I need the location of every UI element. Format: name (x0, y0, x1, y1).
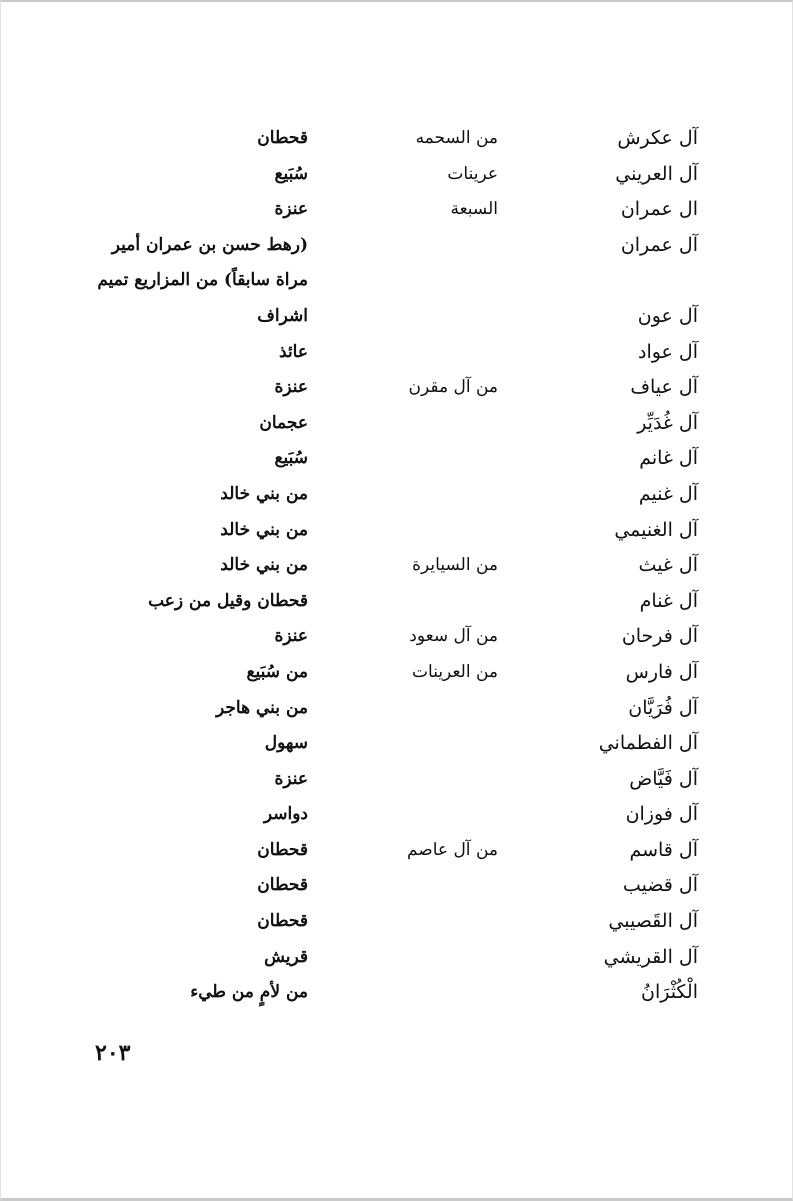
entry-name: آل فَيَّاض (629, 767, 698, 790)
page-number: ٢٠٣ (95, 1040, 131, 1066)
list-item (0, 690, 793, 726)
list-item (0, 262, 793, 298)
entry-name: آل فرحان (621, 625, 698, 648)
entry-name: آل عواد (637, 340, 698, 363)
list-item (0, 512, 793, 548)
entry-tribe: من بني خالد (220, 483, 308, 504)
entry-name: آل عياف (630, 376, 698, 399)
list-item (0, 867, 793, 903)
entry-name: آل فارس (625, 660, 698, 683)
entry-name: آل قاسم (629, 838, 698, 861)
entry-name: آل عكرش (617, 127, 698, 149)
entry-name: آل غانم (639, 447, 698, 470)
entry-tribe: من بني خالد (220, 555, 308, 576)
list-item (0, 120, 793, 156)
entry-origin: السبعة (450, 199, 498, 220)
entry-tribe: قحطان (257, 875, 308, 896)
entry-origin: من السيايرة (412, 555, 498, 576)
entry-tribe: دواسر (263, 804, 308, 825)
entry-tribe: سُبَيع (274, 448, 308, 469)
entry-name: ال عمران (620, 198, 698, 221)
entry-name: آل غنيم (638, 482, 698, 505)
entry-tribe: من سُبَيع (246, 661, 308, 682)
entry-name: آل فُرَيَّان (628, 696, 698, 719)
list-item (0, 583, 793, 619)
list-item (0, 903, 793, 939)
entry-tribe: عائذ (279, 341, 308, 362)
list-item (0, 440, 793, 476)
list-item (0, 227, 793, 263)
entry-tribe: سهول (264, 733, 308, 754)
entry-tribe: عنزة (274, 626, 308, 647)
list-item (0, 369, 793, 405)
entry-name: الْكُثْرَانُ (640, 981, 698, 1004)
entry-tribe: عنزة (274, 199, 308, 220)
entry-tribe: قحطان (257, 911, 308, 932)
entry-name: آل عون (637, 304, 698, 327)
entry-tribe: قحطان وقيل من زعب (148, 590, 308, 611)
entry-tribe: سُبَيع (274, 163, 308, 184)
entry-tribe: من بني خالد (220, 519, 308, 540)
list-item (0, 334, 793, 370)
entries-list (0, 120, 793, 1010)
list-item (0, 298, 793, 334)
entry-name: آل غيث (638, 554, 698, 577)
list-item (0, 725, 793, 761)
list-item (0, 832, 793, 868)
entry-name: آل عمران (620, 233, 698, 256)
entry-tribe: قريش (264, 946, 308, 967)
list-item (0, 761, 793, 797)
list-item (0, 654, 793, 690)
list-item (0, 405, 793, 441)
entry-origin: من السحمه (415, 128, 498, 148)
entry-tribe: عجمان (259, 412, 308, 433)
entry-origin: من آل عاصم (406, 839, 498, 860)
entry-tribe: عنزة (274, 377, 308, 398)
entry-name: آل قضيب (622, 874, 698, 897)
entry-name: آل غنام (639, 589, 698, 612)
entry-name: آل القريشي (603, 945, 698, 968)
entry-tribe: (رهط حسن بن عمران أمير (111, 234, 308, 255)
list-item (0, 156, 793, 192)
list-item (0, 796, 793, 832)
entry-origin: من آل مقرن (408, 377, 498, 398)
entry-name: آل القَصيبي (608, 910, 698, 933)
entry-tribe: اشراف (257, 305, 308, 326)
list-item (0, 939, 793, 975)
entry-name: آل الغنيمي (614, 518, 698, 541)
entry-tribe: قحطان (257, 839, 308, 860)
entry-tribe: عنزة (274, 768, 308, 789)
list-item (0, 191, 793, 227)
entry-name: آل العريني (615, 162, 698, 185)
list-item (0, 476, 793, 512)
list-item (0, 618, 793, 654)
entry-tribe: قحطان (257, 128, 308, 148)
entry-origin: من العرينات (412, 661, 498, 682)
entry-name: آل الفطماني (598, 732, 698, 755)
entry-tribe: من بني هاجر (216, 697, 308, 718)
entry-origin: من آل سعود (409, 626, 498, 647)
entry-origin: عرينات (447, 163, 498, 184)
entry-tribe: مراة سابقاً) من المزاريع تميم (97, 270, 308, 291)
list-item (0, 974, 793, 1010)
list-item (0, 547, 793, 583)
entry-name: آل فوزان (625, 803, 698, 826)
entry-tribe: من لأمٍ من طيء (190, 982, 308, 1003)
entry-name: آل غُدَيِّر (637, 411, 698, 434)
